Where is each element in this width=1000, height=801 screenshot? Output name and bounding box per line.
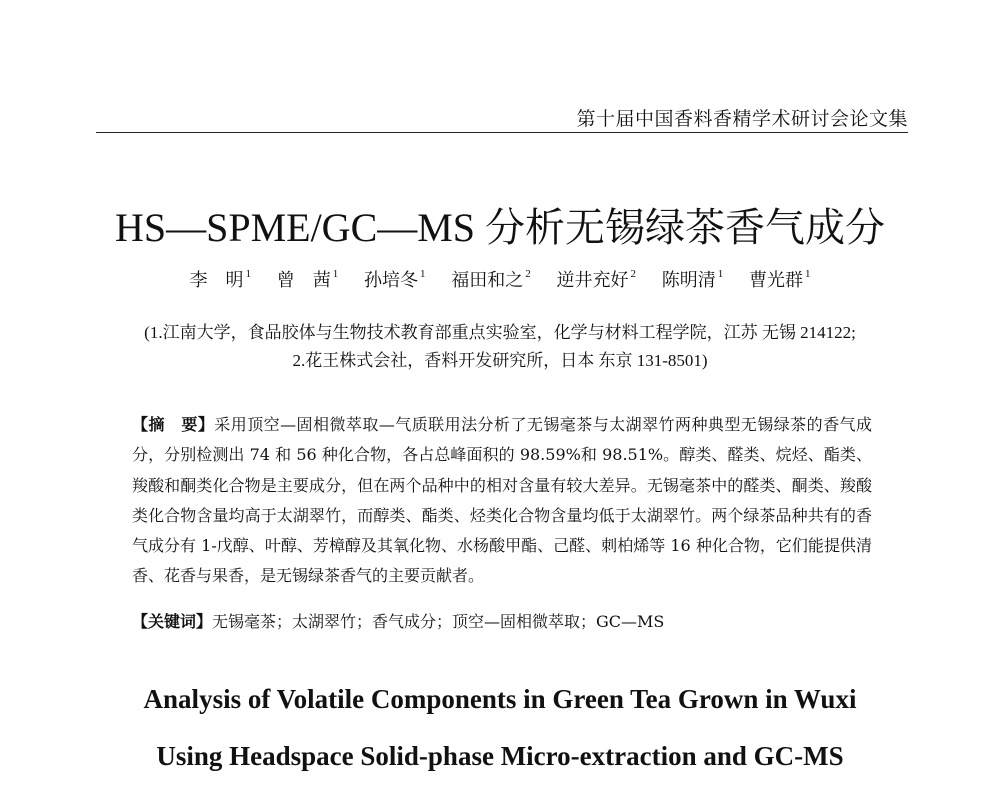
author-affiliation-mark: 2 [525,268,531,280]
author-name: 陈明清 [661,270,716,291]
affiliation-2: 2.花王株式会社，香料开发研究所，日本 东京 131-8501) [292,351,708,370]
author-affiliation-mark: 1 [717,268,724,280]
author [662,270,724,291]
abstract-text: 采用顶空—固相微萃取—气质联用法分析了无锡毫茶与太湖翠竹两种典型无锡绿茶的香气成分，分别检测出 74 和 56 种化合物，各占总峰面积的 98.59%和 98.51%。醇类、醛类、烷烃、酯类、羧酸和酮类化合物是主要成分，但在两个品种中的相对含量有较大差异。无锡毫茶中的醛类、酮类、羧酸类化合物含量均高于太湖翠竹，而醇类、酯类、烃类化合物含量均低于太湖翠竹。两个绿茶品种共有的香气成分有 1-戊醇、叶醇、芳樟醇及其氧化物、水杨酸甲酯、己醛、刺柏烯等 16 种化合物，它们能提供清香、花香与果香，是无锡绿茶香气的主要贡献者。 [132,415,872,586]
author [451,270,531,291]
author [364,270,426,291]
author [556,270,636,291]
author-list [0,266,1000,292]
author-name: 曹光群 [748,270,803,291]
author-name: 福田和之 [451,270,524,291]
author [749,270,811,291]
author-name: 逆井充好 [556,270,629,291]
affiliation-1: (1.江南大学，食品胶体与生物技术教育部重点实验室，化学与材料工程学院，江苏 无锡 214122; [144,323,856,342]
author-affiliation-mark: 2 [630,268,636,280]
author [277,270,339,291]
keywords-text: 无锡毫茶；太湖翠竹；香气成分；顶空—固相微萃取；GC—MS [212,612,665,631]
author-name: 孙培冬 [364,270,419,291]
author-affiliation-mark: 1 [804,268,811,280]
paper-title-en-line-2: Using Headspace Solid-phase Micro-extraction and GC-MS [156,741,844,771]
keywords [132,609,872,632]
paper-title-en-line-1: Analysis of Volatile Components in Green Tea Grown in Wuxi [143,684,857,714]
proceedings-header: 第十届中国香料香精学术研讨会论文集 [576,108,908,130]
author-name: 曾 茜 [276,270,331,291]
header-rule [96,132,908,133]
author-name: 李 明 [189,270,244,291]
abstract-label: 【摘 要】 [132,415,215,434]
abstract [132,410,872,592]
author-affiliation-mark: 1 [332,268,339,280]
author-affiliation-mark: 1 [420,268,426,280]
author-affiliation-mark: 1 [245,268,252,280]
paper-title-cn: HS—SPME/GC—MS 分析无锡绿茶香气成分 [114,205,886,250]
author [190,270,252,291]
keywords-label: 【关键词】 [132,612,213,631]
